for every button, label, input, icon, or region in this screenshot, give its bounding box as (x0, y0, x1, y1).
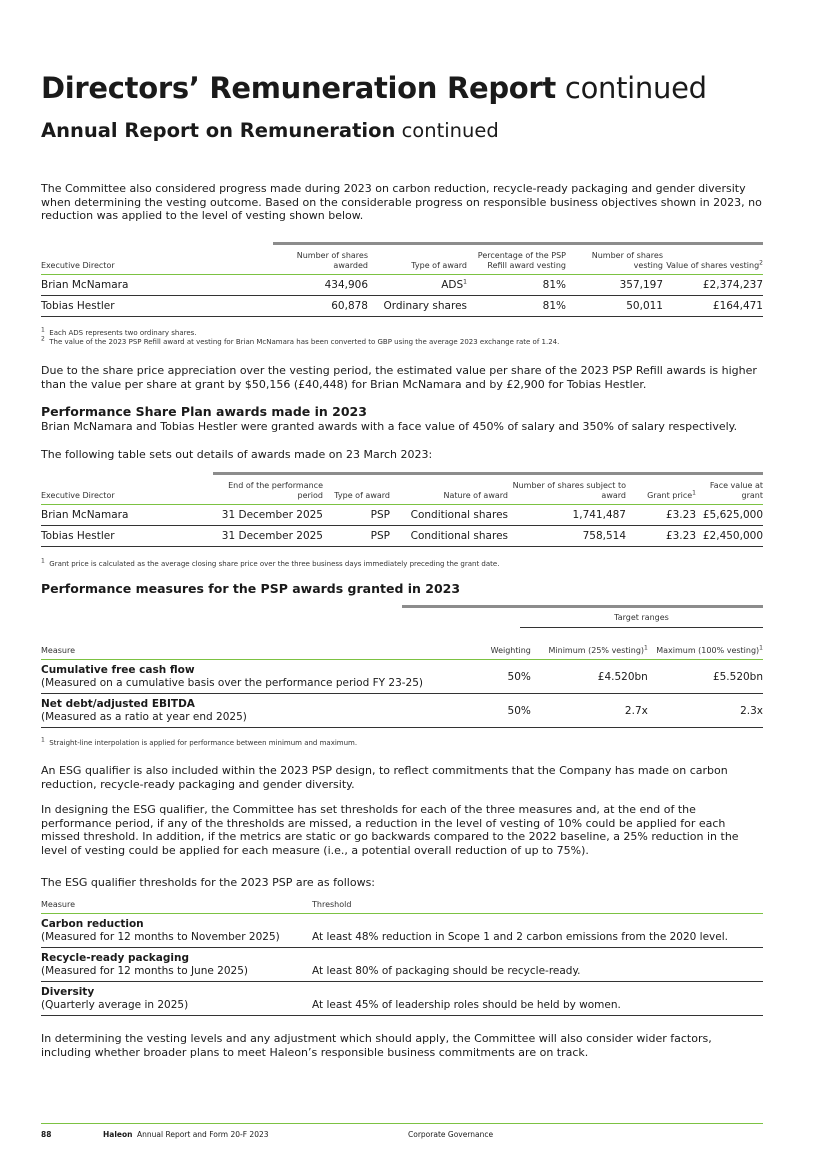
esg-table (41, 893, 763, 1016)
page-title (41, 70, 707, 106)
vesting-table-header (41, 248, 763, 275)
measure-name: Cumulative free cash flow (41, 663, 195, 676)
awards-header-director: Executive Director (41, 491, 115, 500)
esg-threshold: At least 48% reduction in Scope 1 and 2 carbon emissions from the 2020 level. (312, 931, 728, 943)
vesting-cell-vesting: 357,197 (619, 279, 663, 291)
measures-header-max (648, 632, 763, 660)
measures-header-weighting: Weighting (490, 646, 531, 655)
page-number: 88 (41, 1130, 52, 1139)
footnote-number: 1 (41, 557, 45, 565)
page-title-bold: Directors’ Remuneration Report (41, 71, 556, 105)
esg-threshold: At least 45% of leadership roles should be held by women. (312, 999, 621, 1011)
awards-header-price-sup: 1 (692, 489, 696, 497)
vesting-cell-value: £164,471 (712, 300, 763, 312)
awards-cell-end: 31 December 2025 (221, 530, 323, 542)
vesting-cell-vesting: 50,011 (626, 300, 663, 312)
footnote (41, 557, 500, 569)
measure-max: £5.520bn (712, 670, 763, 683)
vesting-header-value-sup: 2 (759, 259, 763, 267)
awards-header-type: Type of award (334, 491, 390, 500)
awards-cell-director: Tobias Hestler (41, 530, 115, 542)
vesting-table (41, 248, 763, 317)
awards-table (41, 478, 763, 547)
vesting-header-director: Executive Director (41, 261, 115, 270)
awards-cell-type: PSP (370, 530, 390, 542)
awards-header-face: Face value at grant (709, 481, 763, 500)
footnote-number: 1 (41, 326, 45, 334)
awards-cell-end: 31 December 2025 (221, 509, 323, 521)
vesting-header-value-text: Value of shares vesting (666, 261, 760, 270)
measure-max: 2.3x (740, 704, 763, 717)
awards-cell-nature: Conditional shares (410, 509, 508, 521)
esg-measure-name: Diversity (41, 985, 95, 998)
footnote-text: The value of the 2023 PSP Refill award at vesting for Brian McNamara has been converted to GBP using the average 2023 exchange rate of 1.24. (49, 338, 560, 346)
vesting-cell-awarded: 60,878 (331, 300, 368, 312)
measures-table-topbar (402, 605, 763, 608)
measures-header-max-sup: 1 (759, 644, 763, 652)
vesting-cell-type-sup: 1 (463, 278, 467, 286)
measure-weighting: 50% (507, 670, 531, 683)
table-row (41, 275, 763, 296)
measures-header-min-sup: 1 (644, 644, 648, 652)
table-row (41, 694, 763, 728)
esg-measure-desc: (Measured for 12 months to November 2025) (41, 930, 280, 943)
esg-header-threshold: Threshold (312, 900, 352, 909)
table-row (41, 914, 763, 948)
awards-cell-shares: 1,741,487 (572, 509, 626, 521)
esg-measure-desc: (Quarterly average in 2025) (41, 998, 189, 1011)
page-subtitle (41, 118, 499, 144)
footnote (41, 326, 197, 338)
measure-min: £4.520bn (597, 670, 648, 683)
measures-header-min (531, 632, 648, 660)
table-row (41, 948, 763, 982)
footer-section: Corporate Governance (408, 1130, 494, 1139)
measure-cell (41, 660, 423, 694)
measure-min: 2.7x (624, 704, 648, 717)
awards-cell-face: £5,625,000 (702, 509, 763, 521)
vesting-cell-director: Brian McNamara (41, 279, 129, 291)
measure-desc: (Measured on a cumulative basis over the performance period FY 23-25) (41, 676, 424, 689)
footer-brand: Haleon (103, 1130, 133, 1139)
vesting-cell-type (368, 275, 467, 296)
footnote-number: 1 (41, 736, 45, 744)
vesting-cell-type-text: ADS (441, 279, 464, 291)
measures-table (41, 632, 763, 728)
awards-header-price (626, 478, 696, 505)
psp-section-text: Brian McNamara and Tobias Hestler were granted awards with a face value of 450% of salary and 350% of salary respectively. (41, 420, 738, 433)
measures-header-max-text: Maximum (100% vesting) (656, 646, 760, 655)
awards-cell-shares: 758,514 (582, 530, 626, 542)
esg-measure-cell (41, 914, 312, 948)
target-ranges-label: Target ranges (520, 610, 763, 628)
footnote-text: Straight-line interpolation is applied for performance between minimum and maximum. (49, 739, 358, 747)
esg-paragraph-2: In designing the ESG qualifier, the Committee has set thresholds for each of the three measures and, at the end of the performance period, if any of the thresholds are missed, a reduction in the level of vesting of 10% could be applied for each missed threshold. In addition, if the metrics are static or go backwards compared to the 2022 baseline, a 25% reduction in the level of vesting could be applied for each measure (i.e., a potential overall reduction of up to 75%). (41, 803, 739, 857)
vesting-cell-type (368, 296, 467, 317)
page-subtitle-bold: Annual Report on Remuneration (41, 119, 396, 142)
awards-header-price-text: Grant price (647, 491, 693, 500)
measures-table-header (41, 632, 763, 660)
vesting-header-awarded: Number of shares awarded (296, 251, 368, 270)
awards-table-header (41, 478, 763, 505)
esg-measure-cell (41, 982, 312, 1016)
awards-cell-nature: Conditional shares (410, 530, 508, 542)
vesting-header-type: Type of award (411, 261, 467, 270)
awards-header-end: End of the performance period (228, 481, 323, 500)
table-row (41, 660, 763, 694)
vesting-cell-awarded: 434,906 (324, 279, 368, 291)
page-subtitle-continued: continued (401, 119, 499, 142)
esg-measure-desc: (Measured for 12 months to June 2025) (41, 964, 248, 977)
share-price-paragraph: Due to the share price appreciation over the vesting period, the estimated value per share of the 2023 PSP Refill awards is higher than the value per share at grant by $50,156 (£40,448) for Brian McNamara and by £2,900 for Tobias Hestler. (41, 364, 757, 391)
awards-cell-director: Brian McNamara (41, 509, 129, 521)
awards-cell-type: PSP (370, 509, 390, 521)
esg-table-intro: The ESG qualifier thresholds for the 2023 PSP are as follows: (41, 876, 376, 889)
closing-paragraph: In determining the vesting levels and any adjustment which should apply, the Committee will also consider wider factors, including whether broader plans to meet Haleon’s responsible business commitments are on track. (41, 1032, 712, 1059)
esg-paragraph-1: An ESG qualifier is also included within the 2023 PSP design, to reflect commitments that the Company has made on carbon reduction, recycle-ready packaging and gender diversity. (41, 764, 728, 791)
vesting-cell-director: Tobias Hestler (41, 300, 115, 312)
awards-table-intro: The following table sets out details of awards made on 23 March 2023: (41, 448, 433, 461)
measure-name: Net debt/adjusted EBITDA (41, 697, 195, 710)
table-row (41, 982, 763, 1016)
awards-cell-price: £3.23 (665, 509, 696, 521)
vesting-cell-type-text: Ordinary shares (383, 300, 467, 312)
footnote (41, 736, 358, 748)
intro-paragraph: The Committee also considered progress made during 2023 on carbon reduction, recycle-ready packaging and gender diversity when determining the vesting outcome. Based on the considerable progress on responsible business objectives shown in 2023, no reduction was applied to the level of vesting shown below. (41, 182, 762, 222)
vesting-header-vesting: Number of shares vesting (591, 251, 663, 270)
footnote-text: Each ADS represents two ordinary shares. (49, 329, 197, 337)
page-title-continued: continued (564, 71, 707, 105)
vesting-cell-value: £2,374,237 (702, 279, 763, 291)
esg-measure-name: Carbon reduction (41, 917, 144, 930)
esg-measure-cell (41, 948, 312, 982)
vesting-cell-pct: 81% (542, 300, 566, 312)
footnote (41, 335, 560, 347)
vesting-header-value (663, 248, 763, 275)
esg-measure-name: Recycle-ready packaging (41, 951, 189, 964)
vesting-header-pct: Percentage of the PSP Refill award vesting (477, 251, 566, 270)
measures-header-measure: Measure (41, 646, 75, 655)
measure-weighting: 50% (507, 704, 531, 717)
measures-header-min-text: Minimum (25% vesting) (548, 646, 645, 655)
awards-cell-price: £3.23 (665, 530, 696, 542)
awards-table-topbar (213, 472, 763, 475)
awards-header-nature: Nature of award (443, 491, 508, 500)
esg-threshold: At least 80% of packaging should be recycle-ready. (312, 965, 581, 977)
vesting-table-topbar (273, 242, 763, 245)
measure-desc: (Measured as a ratio at year end 2025) (41, 710, 247, 723)
esg-table-header (41, 893, 763, 914)
measures-section-heading: Performance measures for the PSP awards granted in 2023 (41, 581, 461, 596)
esg-header-measure: Measure (41, 900, 75, 909)
footnote-text: Grant price is calculated as the average closing share price over the three business days immediately preceding the grant date. (49, 560, 500, 568)
awards-cell-face: £2,450,000 (702, 530, 763, 542)
footnote-number: 2 (41, 335, 45, 343)
table-row (41, 296, 763, 317)
measure-cell (41, 694, 423, 728)
vesting-cell-pct: 81% (542, 279, 566, 291)
table-row (41, 526, 763, 547)
page-footer (41, 1123, 763, 1139)
footer-report-title: Annual Report and Form 20-F 2023 (137, 1130, 269, 1139)
awards-header-shares: Number of shares subject to award (512, 481, 626, 500)
psp-section-heading: Performance Share Plan awards made in 2023 (41, 404, 367, 419)
table-row (41, 505, 763, 526)
